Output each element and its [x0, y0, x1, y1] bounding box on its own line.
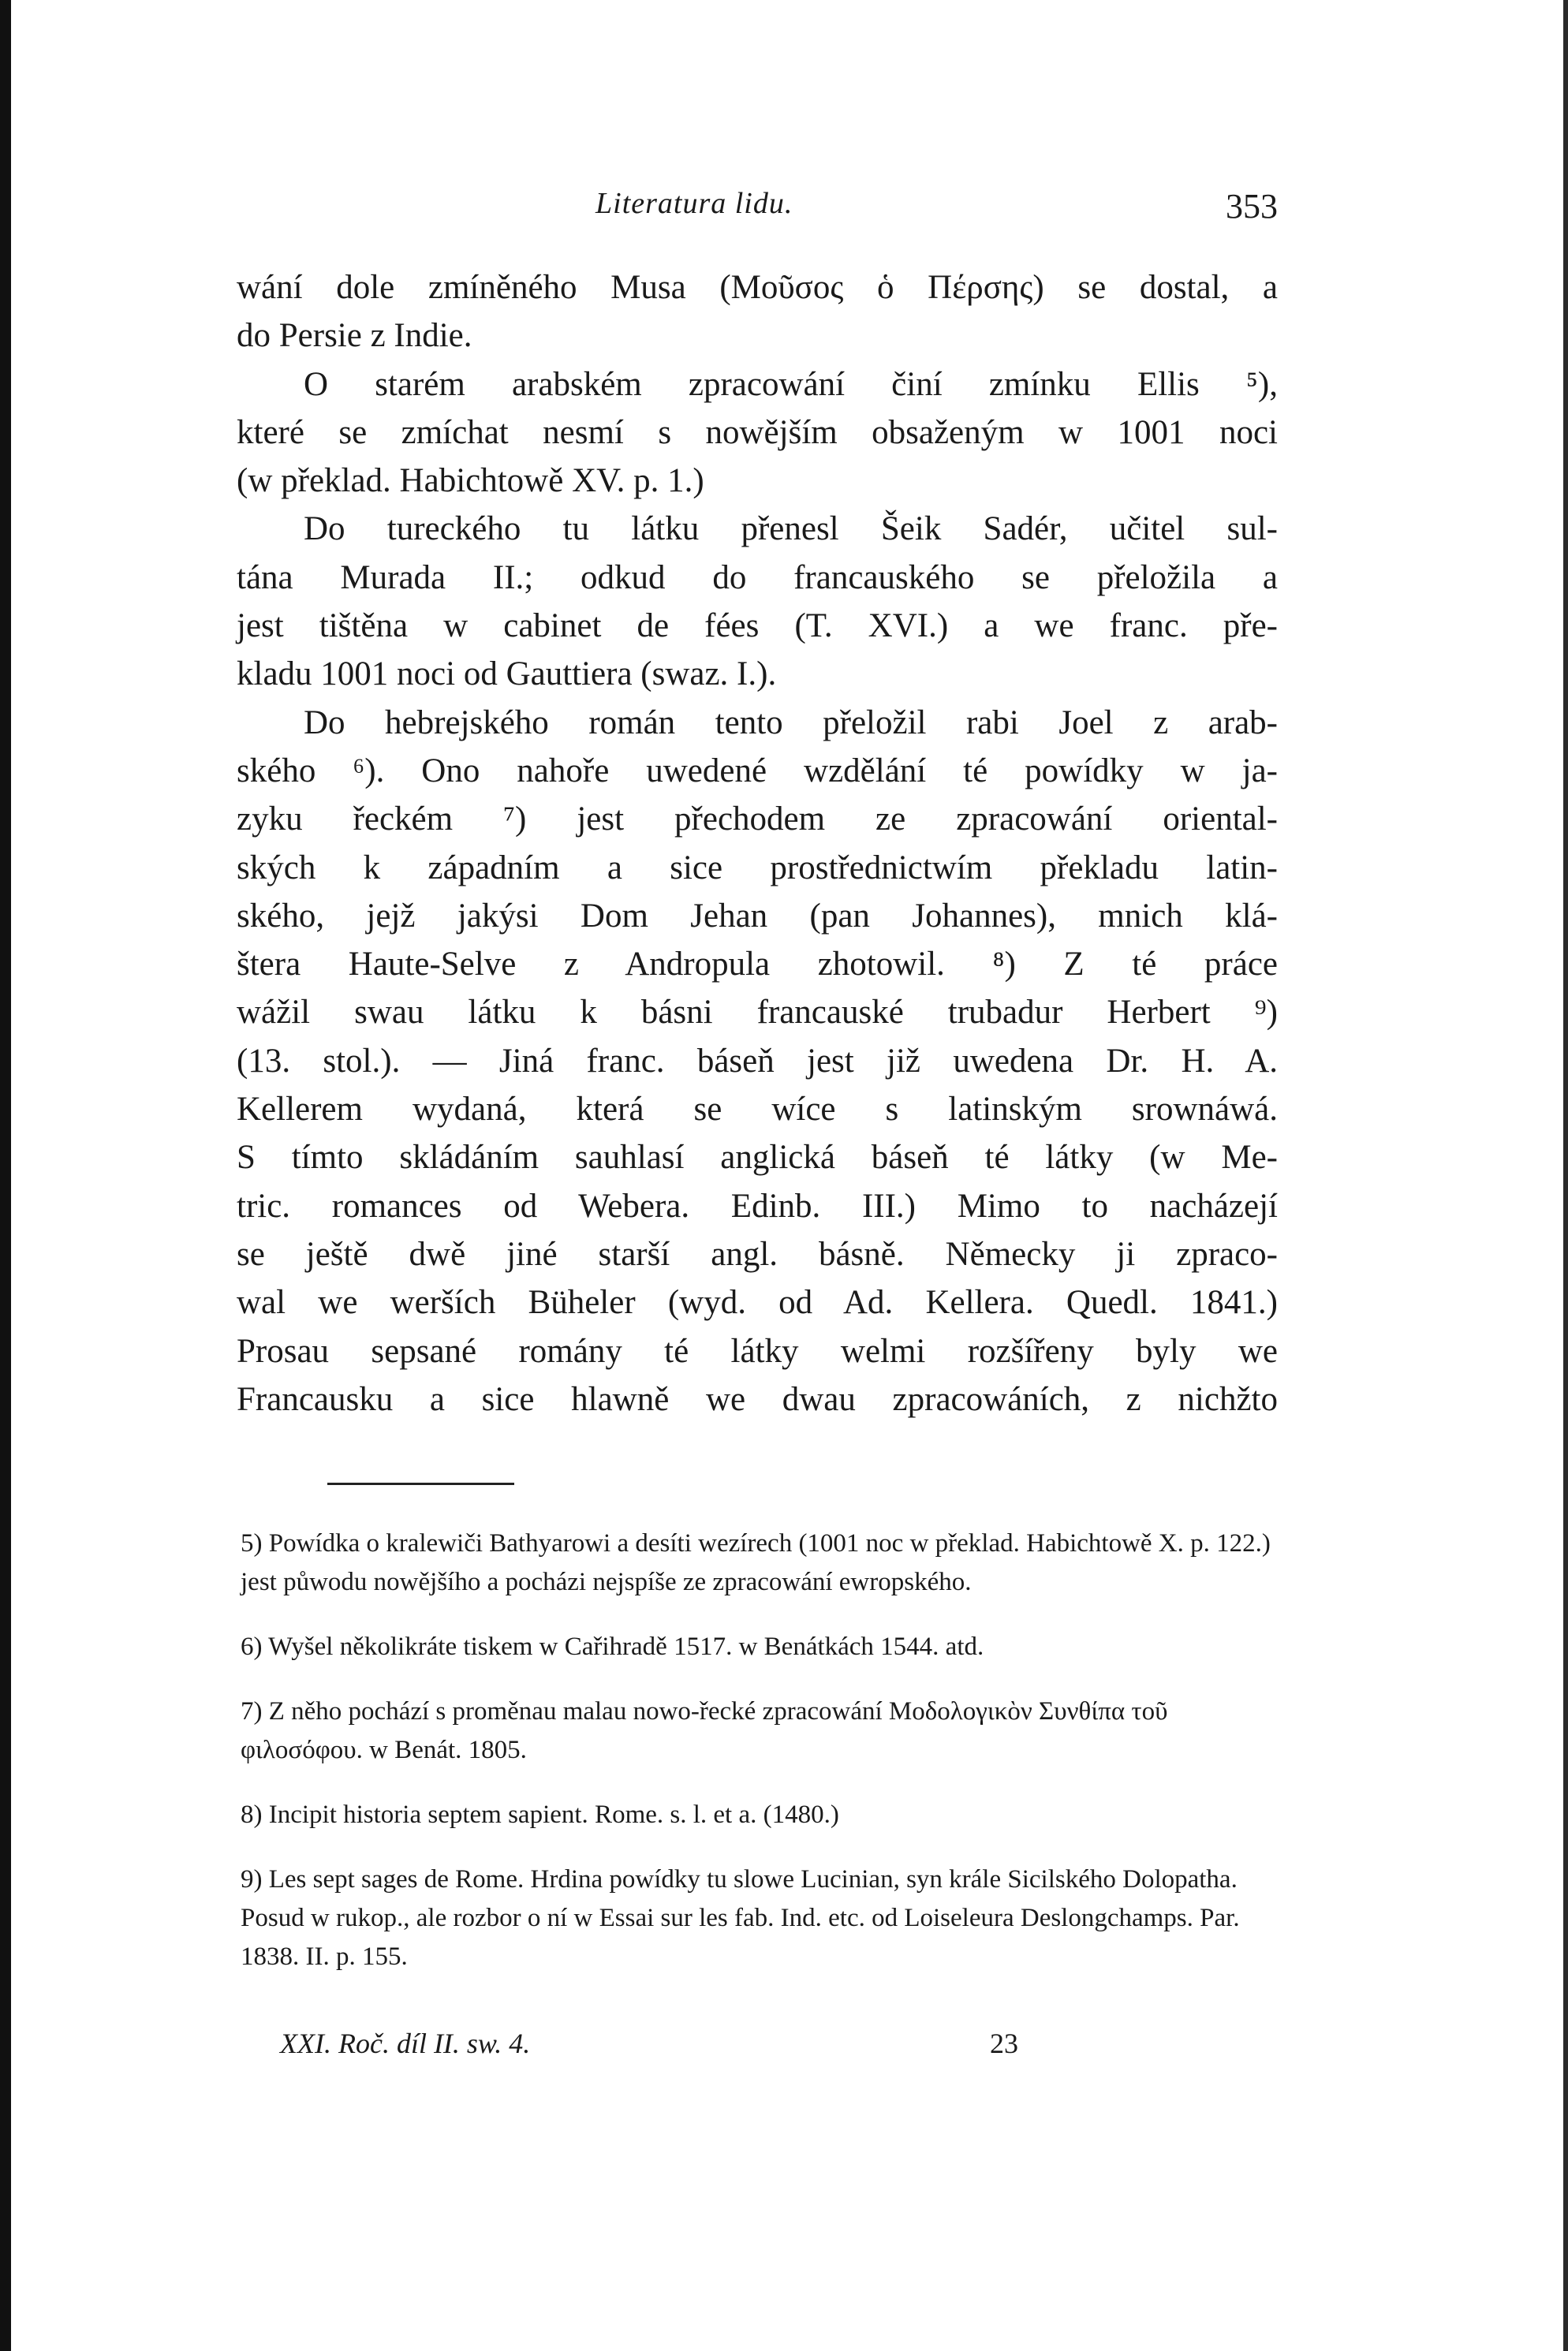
text-line: (13. stol.). — Jiná franc. báseň jest již uwedena Dr. H. A. [237, 1042, 1278, 1080]
footnote-7: 7) Z něho pochází s proměnau malau nowo-řecké zpracowání Μοδολογικὸν Συνθίπα τοῦ φιλοσόφου. w Benát. 1805. [241, 1697, 1168, 1764]
text-line: Do hebrejského román tento přeložil rabi Joel z arab- [304, 703, 1278, 741]
footnote-6: 6) Wyšel několikráte tiskem w Cařihradě 1517. w Benátkách 1544. atd. [241, 1633, 984, 1661]
page-header [237, 186, 1278, 241]
text-line: zyku řeckém ⁷) jest přechodem ze zpracowání oriental- [237, 800, 1278, 838]
text-line: jest tištěna w cabinet de fées (T. XVI.) a we franc. pře- [237, 607, 1278, 645]
body-text [237, 263, 1278, 1424]
text-line: štera Haute-Selve z Andropula zhotowil. ⁸) Z té práce [237, 946, 1278, 983]
text-line: tána Murada II.; odkud do francauského se přeložila a [237, 558, 1278, 596]
signature-number: 23 [990, 2028, 1018, 2059]
text-line: se ještě dwě jiné starší angl. básně. Německy ji zpraco- [237, 1235, 1278, 1273]
text-line: Do tureckého tu látku přenesl Šeik Sadér, učitel sul- [304, 510, 1278, 548]
text-line: kladu 1001 noci od Gauttiera (swaz. I.). [237, 655, 777, 693]
footnote-9: 9) Les sept sages de Rome. Hrdina powídky tu slowe Lucinian, syn krále Sicilského Dolopatha. Posud w rukop., ale rozbor o ní w Essai sur les fab. Ind. etc. od Loiseleura Deslongchamps. Par. 1838. II. p. 155. [241, 1865, 1240, 1971]
text-line: do Persie z Indie. [237, 317, 472, 355]
text-line: wal we werších Büheler (wyd. od Ad. Kellera. Quedl. 1841.) [237, 1284, 1278, 1322]
footnote-8: 8) Incipit historia septem sapient. Rome. s. l. et a. (1480.) [241, 1801, 839, 1829]
text-line: wání dole zmíněného Musa (Μοῦσος ὁ Πέρσης) se dostal, a [237, 269, 1278, 306]
text-line: Kellerem wydaná, která se wíce s latinským srownáwá. [237, 1091, 1278, 1129]
page-edge-right [1563, 0, 1568, 2351]
text-line: Francausku a sice hlawně we dwau zpracowáních, z nichžto [237, 1380, 1278, 1418]
footnote-5: 5) Powídka o kralewiči Bathyarowi a desíti wezírech (1001 noc w překlad. Habichtowě X. p. 122.) jest půwodu nowějšího a pocházi nejspíše ze zpracowání ewropského. [241, 1529, 1271, 1596]
footnote-divider [327, 1483, 514, 1485]
page-edge-left [0, 0, 11, 2351]
text-line: tric. romances od Webera. Edinb. III.) Mimo to nacházejí [237, 1187, 1278, 1225]
text-line: (w překlad. Habichtowě XV. p. 1.) [237, 462, 704, 500]
footnotes [241, 1498, 1278, 1984]
text-line: ského, jejž jakýsi Dom Jehan (pan Johannes), mnich klá- [237, 897, 1278, 935]
text-line: ského ⁶). Ono nahoře uwedené wzdělání té powídky w ja- [237, 752, 1278, 789]
page-footer [280, 2027, 1069, 2074]
running-title: Literatura lidu. [595, 187, 793, 220]
text-line: S tímto skládáním sauhlasí anglická báseň té látky (w Me- [237, 1139, 1278, 1177]
text-line: wážil swau látku k básni francauské trubadur Herbert ⁹) [237, 994, 1278, 1032]
text-line: O starém arabském zpracowání činí zmínku Ellis ⁵), [304, 365, 1278, 403]
text-line: Prosau sepsané romány té látky welmi rozšířeny byly we [237, 1332, 1278, 1370]
text-line: které se zmíchat nesmí s nowějším obsaženým w 1001 noci [237, 413, 1278, 451]
page-number: 353 [1226, 187, 1278, 226]
printer-signature: XXI. Roč. díl II. sw. 4. [280, 2028, 531, 2059]
text-line: ských k západním a sice prostřednictwím překladu latin- [237, 849, 1278, 886]
